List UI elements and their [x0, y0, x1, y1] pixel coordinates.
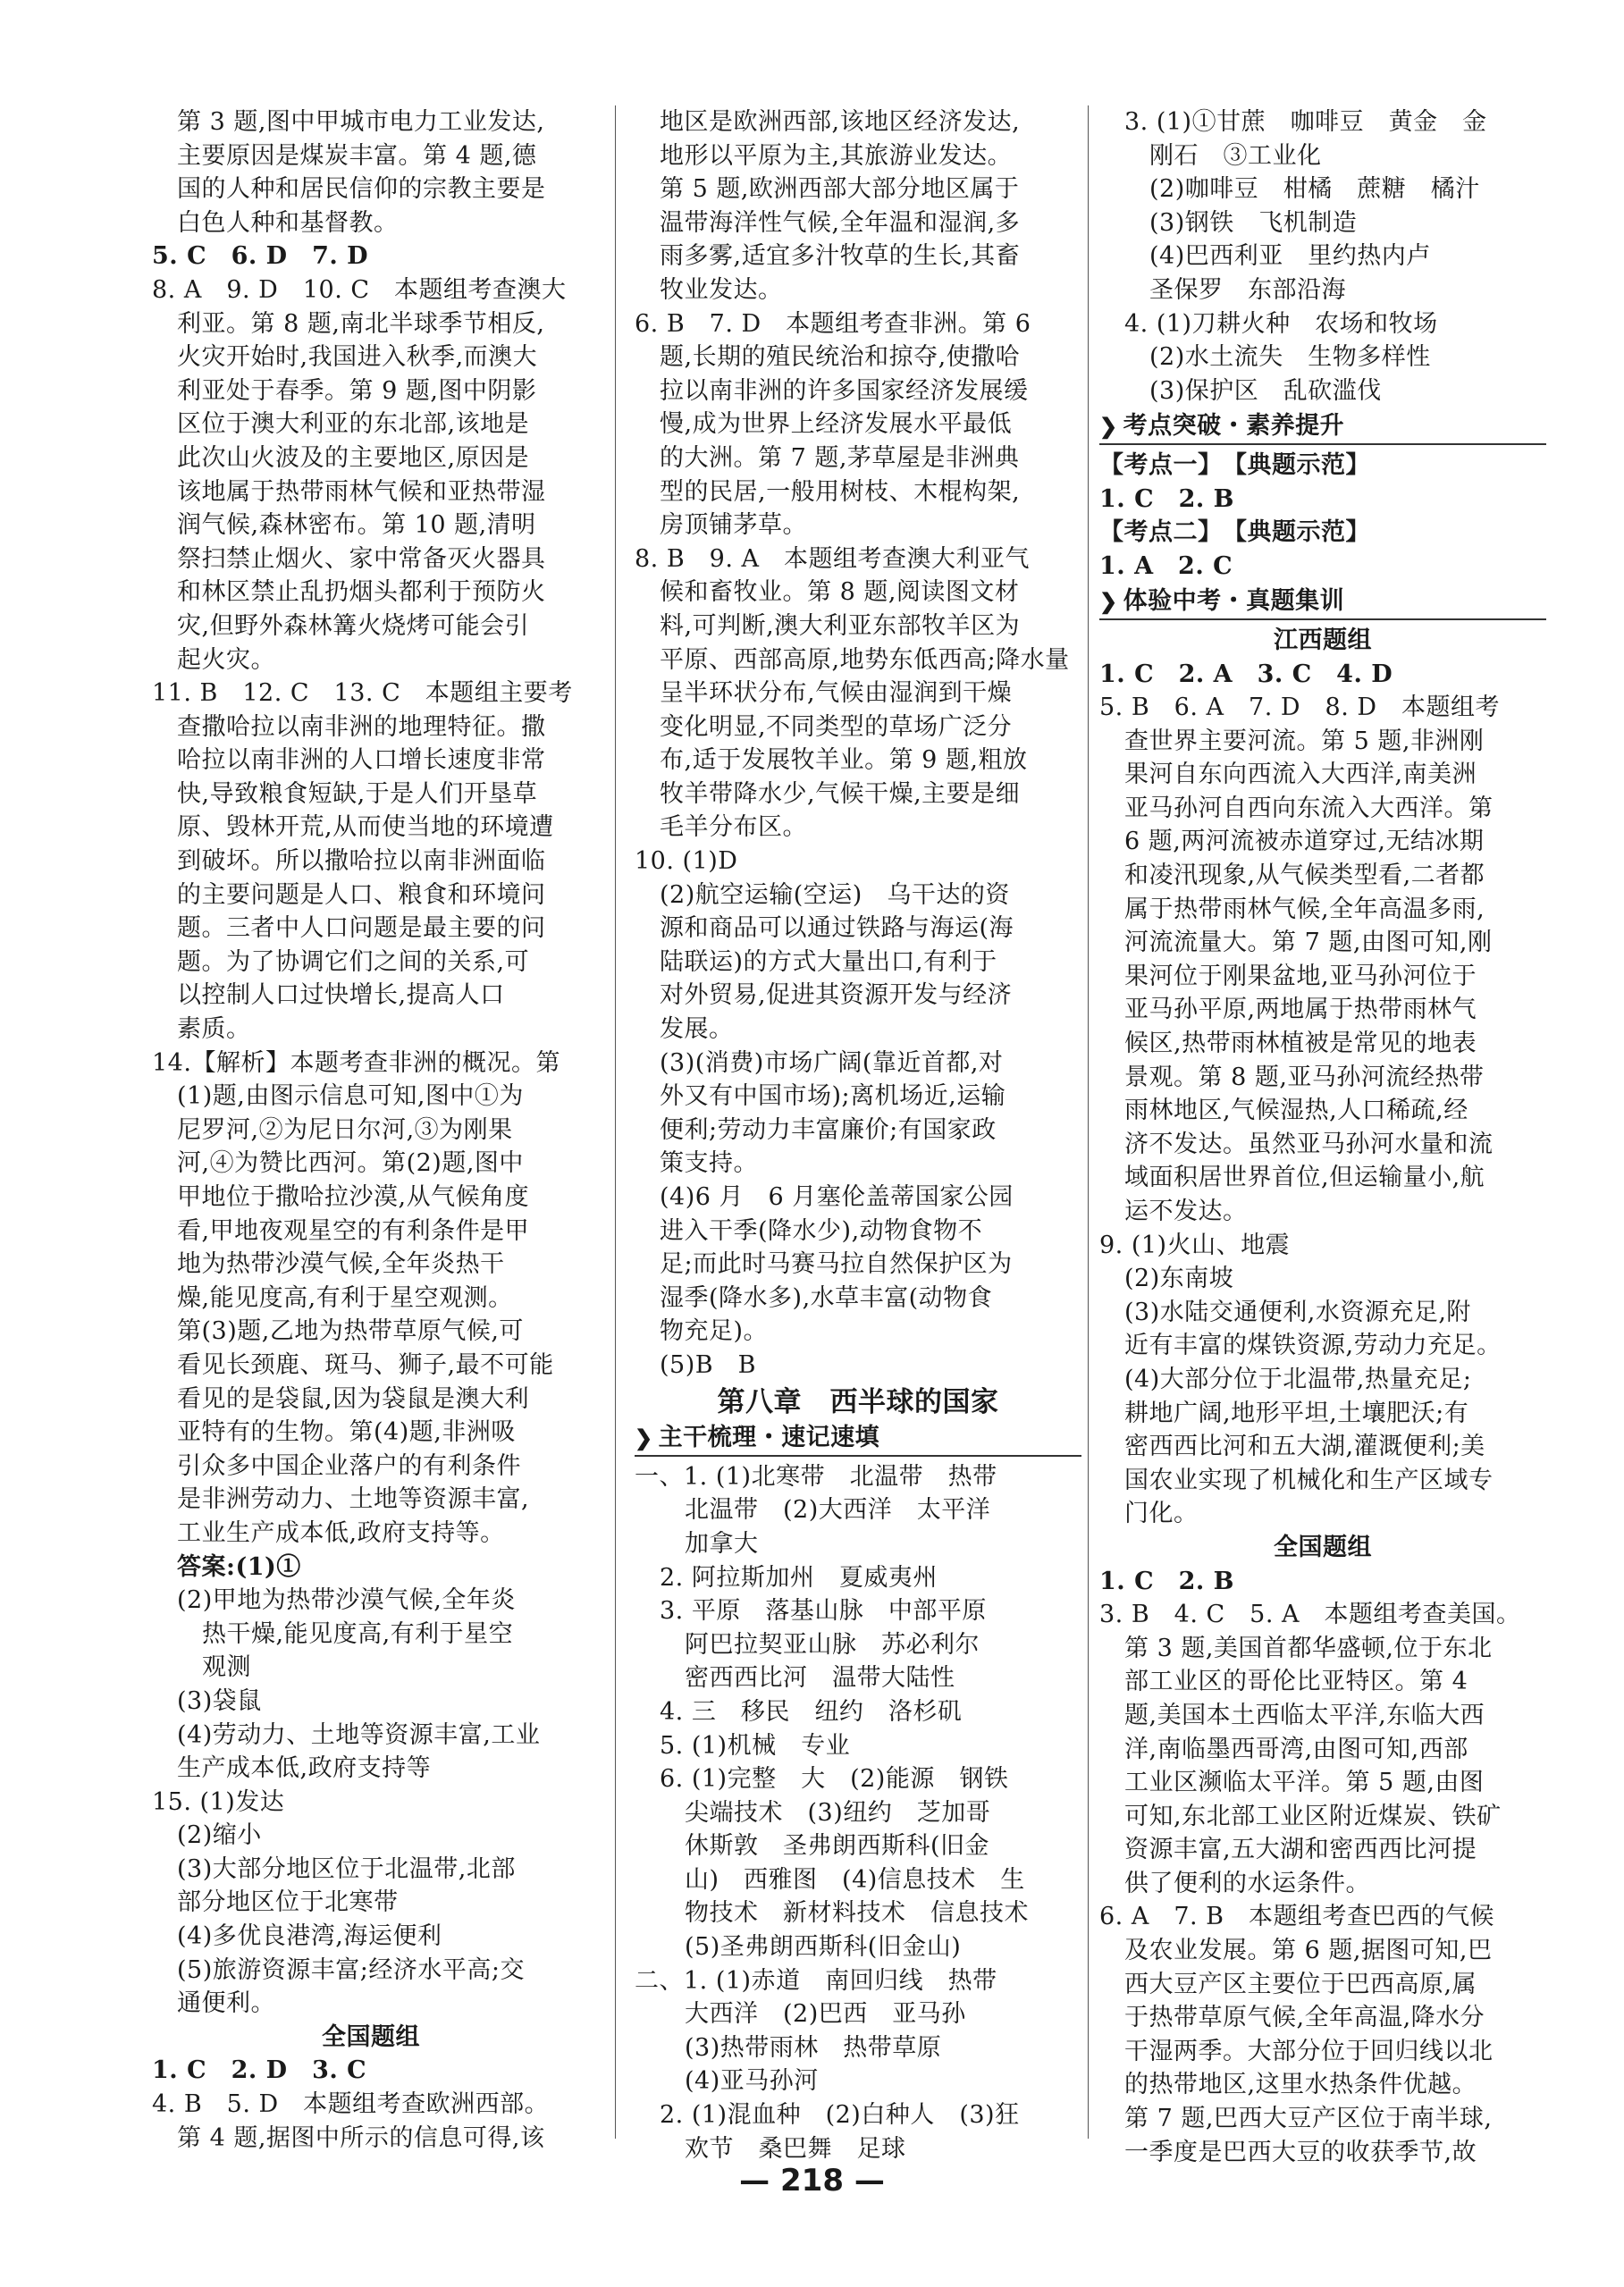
double-chevron-icon: ❯: [1099, 588, 1118, 615]
column-3: [1099, 105, 1546, 2169]
text-line: 耕地广阔,地形平坦,土壤肥沃;有: [1124, 1399, 1469, 1427]
text-line: 地为热带沙漠气候,全年炎热干: [177, 1250, 505, 1279]
text-line: (4)大部分位于北温带,热量充足;: [1124, 1365, 1472, 1393]
text-line: 亚马孙河自西向东流入大西洋。第: [1124, 794, 1494, 822]
text-line: (3)(消费)市场广阔(靠近首都,对: [660, 1048, 1004, 1077]
text-line: (4)巴西利亚 里约热内卢: [1149, 242, 1431, 271]
answer-line: 5. C 6. D 7. D: [152, 242, 369, 271]
text-line: 外又有中国市场);离机场近,运输: [660, 1082, 1006, 1111]
text-line: 尖端技术 (3)纽约 芝加哥: [685, 1798, 991, 1827]
text-line: (2)东南坡: [1124, 1265, 1234, 1293]
text-line: 一、1. (1)北寒带 北温带 热带: [635, 1462, 997, 1491]
text-line: 生产成本低,政府支持等: [177, 1754, 432, 1783]
text-line: 3. (1)①甘蔗 咖啡豆 黄金 金: [1124, 108, 1487, 136]
text-line: 第 3 题,图中甲城市电力工业发达,: [177, 108, 545, 136]
text-line: 湿季(降水多),水草丰富(动物食: [660, 1283, 993, 1312]
text-line: 的主要问题是人口、粮食和环境问: [177, 880, 546, 909]
answer-line: 1. C 2. A 3. C 4. D: [1099, 660, 1393, 688]
answer-line: 3. B 4. C 5. A 本题组考查美国。: [1099, 1601, 1521, 1629]
text-line: 亚马孙平原,两地属于热带雨林气: [1124, 996, 1477, 1024]
text-line: 2. (1)混血种 (2)白种人 (3)狂: [660, 2101, 1020, 2130]
section-header: [1099, 409, 1546, 445]
text-line: (5)圣弗朗西斯科(旧金山): [685, 1933, 962, 1962]
text-line: 题,美国本土西临太平洋,东临大西: [1124, 1701, 1485, 1729]
answer-line: 6. B 7. D 本题组考查非洲。第 6: [635, 309, 1031, 338]
text-line: (1)题,由图示信息可知,图中①为: [177, 1082, 524, 1111]
text-line: 大西洋 (2)巴西 亚马孙: [685, 2000, 966, 2029]
text-line: 欢节 桑巴舞 足球: [685, 2134, 906, 2163]
text-line: 是非洲劳动力、土地等资源丰富,: [177, 1485, 530, 1514]
text-line: 和凌汛现象,从气候类型看,二者都: [1124, 862, 1485, 890]
answer-line: 6. A 7. B 本题组考查巴西的气候: [1099, 1903, 1495, 1931]
section-header: [1099, 584, 1546, 620]
text-line: 西大豆产区主要位于巴西高原,属: [1124, 1970, 1477, 1998]
text-line: 呈半环状分布,气候由湿润到干燥: [660, 679, 1013, 708]
text-line: (3)袋鼠: [177, 1686, 262, 1715]
text-line: 6. (1)完整 大 (2)能源 钢铁: [660, 1765, 1009, 1794]
text-line: 白色人种和基督教。: [177, 208, 399, 237]
subsection-label: 【考点二】 【典题示范】: [1099, 518, 1370, 547]
text-line: 观测: [202, 1653, 251, 1682]
text-line: 景观。第 8 题,亚马孙河流经热带: [1124, 1063, 1485, 1091]
answer-line: 11. B 12. C 13. C 本题组主要考: [152, 679, 573, 708]
text-line: 哈拉以南非洲的人口增长速度非常: [177, 746, 546, 775]
text-line: 加拿大: [685, 1529, 759, 1558]
text-line: 引众多中国企业落户的有利条件: [177, 1451, 521, 1480]
text-line: 发展。: [660, 1015, 734, 1044]
text-line: 通便利。: [177, 1989, 275, 2018]
text-line: (2)水土流失 生物多样性: [1149, 343, 1431, 372]
text-line: 二、1. (1)赤道 南回归线 热带: [635, 1966, 997, 1995]
text-line: 尼罗河,②为尼日尔河,③为刚果: [177, 1115, 513, 1144]
text-line: 查撒哈拉以南非洲的地理特征。撒: [177, 712, 546, 741]
text-line: 圣保罗 东部沿海: [1149, 275, 1346, 304]
text-line: (4)亚马孙河: [685, 2067, 819, 2096]
text-line: 门化。: [1124, 1500, 1199, 1528]
text-line: 对外贸易,促进其资源开发与经济: [660, 981, 1013, 1010]
text-line: 4. (1)刀耕火种 农场和牧场: [1124, 309, 1438, 338]
text-line: 第 5 题,欧洲西部大部分地区属于: [660, 175, 1020, 204]
text-line: 地区是欧洲西部,该地区经济发达,: [660, 108, 1021, 136]
text-line: 供了便利的水运条件。: [1124, 1869, 1370, 1897]
text-line: 近有丰富的煤铁资源,劳动力充足。: [1124, 1332, 1502, 1360]
text-line: 山) 西雅图 (4)信息技术 生: [685, 1865, 1025, 1894]
text-line: 部工业区的哥伦比亚特区。第 4: [1124, 1668, 1468, 1696]
text-line: 足;而此时马赛马拉自然保护区为: [660, 1250, 1013, 1279]
text-line: 第 4 题,据图中所示的信息可得,该: [177, 2123, 545, 2152]
text-line: 主要原因是煤炭丰富。第 4 题,德: [177, 141, 537, 170]
text-line: (3)水陆交通便利,水资源充足,附: [1124, 1298, 1471, 1326]
section-title: 主干梳理・速记速填: [658, 1424, 880, 1452]
text-line: 第(3)题,乙地为热带草原气候,可: [177, 1317, 524, 1346]
text-line: 6 题,两河流被赤道穿过,无结冰期: [1124, 828, 1485, 856]
answer-line: 1. C 2. D 3. C: [152, 2056, 367, 2085]
text-line: 2. 阿拉斯加州 夏威夷州: [660, 1563, 938, 1592]
text-line: 快,导致粮食短缺,于是人们开垦草: [177, 779, 538, 808]
chapter-title: 第八章 西半球的国家: [717, 1385, 999, 1418]
section-title: 体验中考・真题集训: [1123, 587, 1345, 616]
text-line: 运不发达。: [1124, 1198, 1248, 1225]
text-line: 以控制人口过快增长,提高人口: [177, 981, 505, 1010]
text-line: 陆联运)的方式大量出口,有利于: [660, 947, 997, 976]
answer-line: 8. A 9. D 10. C 本题组考查澳大: [152, 275, 567, 304]
text-line: 看见长颈鹿、斑马、狮子,最不可能: [177, 1350, 554, 1379]
text-line: 的热带地区,这里水热条件优越。: [1124, 2071, 1477, 2099]
text-line: 物充足)。: [660, 1317, 769, 1346]
text-line: 物技术 新材料技术 信息技术: [685, 1899, 1029, 1928]
column-divider-2: [1088, 105, 1089, 2139]
text-line: 看,甲地夜观星空的有利条件是甲: [177, 1216, 530, 1245]
text-line: 区位于澳大利亚的东北部,该地是: [177, 410, 530, 439]
text-line: 果河位于刚果盆地,亚马孙河位于: [1124, 962, 1477, 990]
text-line: (2)咖啡豆 柑橘 蔗糖 橘汁: [1149, 175, 1480, 204]
text-line: 雨多雾,适宜多汁牧草的生长,其畜: [660, 242, 1021, 271]
text-line: 北温带 (2)大西洋 太平洋: [685, 1496, 991, 1525]
text-line: 房顶铺茅草。: [660, 511, 807, 540]
text-line: 火灾开始时,我国进入秋季,而澳大: [177, 343, 538, 372]
text-line: 国农业实现了机械化和生产区域专: [1124, 1466, 1494, 1494]
answer-line: 15. (1)发达: [152, 1787, 285, 1816]
section-header: [635, 1421, 1081, 1457]
group-heading: 江西题组: [1274, 626, 1372, 654]
text-line: 布,适于发展牧羊业。第 9 题,粗放: [660, 746, 1028, 775]
subsection-label: 【考点一】 【典题示范】: [1099, 450, 1370, 479]
group-heading: 全国题组: [1274, 1533, 1372, 1561]
text-line: 密西西比河 温带大陆性: [685, 1664, 955, 1693]
answer-line: 8. B 9. A 本题组考查澳大利亚气: [635, 544, 1031, 573]
answer-line: 10. (1)D: [635, 847, 738, 876]
answer-label: 答案:(1)①: [177, 1552, 301, 1581]
text-line: 候区,热带雨林植被是常见的地表: [1124, 1030, 1477, 1058]
page-number: — 218 —: [739, 2163, 885, 2199]
text-line: (4)劳动力、土地等资源丰富,工业: [177, 1720, 541, 1749]
text-line: 热干燥,能见度高,有利于星空: [202, 1619, 514, 1648]
text-line: 济不发达。虽然亚马孙河水量和流: [1124, 1130, 1494, 1158]
text-line: 题,长期的殖民统治和掠夺,使撒哈: [660, 343, 1021, 372]
text-line: 国的人种和居民信仰的宗教主要是: [177, 175, 546, 204]
text-line: 源和商品可以通过铁路与海运(海: [660, 914, 1014, 943]
text-line: 牧业发达。: [660, 275, 783, 304]
answer-line: 1. C 2. B: [1099, 1567, 1234, 1595]
text-line: 河,④为赞比西河。第(2)题,图中: [177, 1149, 524, 1178]
text-line: 5. (1)机械 专业: [660, 1731, 851, 1760]
text-line: 平原、西部高原,地势东低西高;降水量: [660, 645, 1070, 674]
double-chevron-icon: ❯: [635, 1425, 653, 1451]
text-line: 查世界主要河流。第 5 题,非洲刚: [1124, 727, 1485, 755]
text-line: 料,可判断,澳大利亚东部牧羊区为: [660, 611, 1021, 640]
column-divider-1: [615, 105, 616, 2139]
text-line: 甲地位于撒哈拉沙漠,从气候角度: [177, 1183, 530, 1211]
answer-line: 5. B 6. A 7. D 8. D 本题组考: [1099, 694, 1501, 722]
text-line: 亚特有的生物。第(4)题,非洲吸: [177, 1418, 516, 1447]
text-line: 型的民居,一般用树枝、木棍构架,: [660, 477, 1021, 506]
text-line: 牧羊带降水少,气候干燥,主要是细: [660, 779, 1021, 808]
text-line: 进入干季(降水少),动物食物不: [660, 1216, 983, 1245]
text-line: (3)保护区 乱砍滥伐: [1149, 376, 1382, 405]
text-line: 和林区禁止乱扔烟头都利于预防火: [177, 578, 546, 607]
text-line: 的大洲。第 7 题,茅草屋是非洲典: [660, 443, 1020, 472]
text-line: 地形以平原为主,其旅游业发达。: [660, 141, 1013, 170]
text-line: 洋,南临墨西哥湾,由图可知,西部: [1124, 1735, 1468, 1763]
text-line: 题。为了协调它们之间的关系,可: [177, 947, 530, 976]
text-line: 到破坏。所以撒哈拉以南非洲面临: [177, 847, 546, 876]
text-line: (2)航空运输(空运) 乌干达的资: [660, 880, 1010, 909]
text-line: 拉以南非洲的许多国家经济发展缓: [660, 376, 1029, 405]
text-line: 休斯敦 圣弗朗西斯科(旧金: [685, 1832, 990, 1861]
text-line: 祭扫禁止烟火、家中常备灭火器具: [177, 544, 546, 573]
text-line: 工业生产成本低,政府支持等。: [177, 1518, 505, 1547]
column-1: [152, 105, 590, 2155]
text-line: (3)大部分地区位于北温带,北部: [177, 1854, 516, 1883]
text-line: 毛羊分布区。: [660, 813, 807, 842]
text-line: 起火灾。: [177, 645, 275, 674]
text-line: 变化明显,不同类型的草场广泛分: [660, 712, 1013, 741]
text-line: (4)多优良港湾,海运便利: [177, 1922, 442, 1951]
text-line: 原、毁林开荒,从而使当地的环境遭: [177, 813, 554, 842]
text-line: 该地属于热带雨林气候和亚热带湿: [177, 477, 546, 506]
text-line: 阿巴拉契亚山脉 苏必利尔: [685, 1630, 980, 1659]
text-line: 属于热带雨林气候,全年高温多雨,: [1124, 895, 1485, 923]
text-line: 题。三者中人口问题是最主要的问: [177, 914, 546, 943]
text-line: 第 7 题,巴西大豆产区位于南半球,: [1124, 2105, 1493, 2133]
text-line: 刚石 ③工业化: [1149, 141, 1322, 170]
text-line: 利亚。第 8 题,南北半球季节相反,: [177, 309, 545, 338]
text-line: 此次山火波及的主要地区,原因是: [177, 443, 530, 472]
text-line: 密西西比河和五大湖,灌溉便利;美: [1124, 1433, 1485, 1461]
text-line: 果河自东向西流入大西洋,南美洲: [1124, 761, 1477, 789]
text-line: 候和畜牧业。第 8 题,阅读图文材: [660, 578, 1020, 607]
text-line: 便利;劳动力丰富廉价;有国家政: [660, 1115, 997, 1144]
text-line: 4. 三 移民 纽约 洛杉矶: [660, 1697, 963, 1726]
text-line: (5)B B: [660, 1350, 756, 1379]
text-line: 温带海洋性气候,全年温和湿润,多: [660, 208, 1021, 237]
text-line: (3)钢铁 飞机制造: [1149, 208, 1358, 237]
text-line: 部分地区位于北寒带: [177, 1888, 399, 1917]
answer-line: 4. B 5. D 本题组考查欧洲西部。: [152, 2090, 550, 2119]
text-line: 可知,东北部工业区附近煤炭、铁矿: [1124, 1802, 1502, 1830]
text-line: 一季度是巴西大豆的收获季节,故: [1124, 2138, 1477, 2166]
group-heading: 全国题组: [322, 2022, 420, 2051]
text-line: 工业区濒临太平洋。第 5 题,由图: [1124, 1769, 1485, 1797]
text-line: 利亚处于春季。第 9 题,图中阴影: [177, 376, 537, 405]
text-line: 河流流量大。第 7 题,由图可知,刚: [1124, 929, 1493, 957]
text-line: (2)甲地为热带沙漠气候,全年炎: [177, 1586, 516, 1615]
answer-line: 14.【解析】本题考查非洲的概况。第: [152, 1048, 560, 1077]
text-line: 雨林地区,气候湿热,人口稀疏,经: [1124, 1097, 1468, 1125]
text-line: 第 3 题,美国首都华盛顿,位于东北: [1124, 1634, 1493, 1662]
text-line: 3. 平原 落基山脉 中部平原: [660, 1597, 987, 1626]
text-line: 润气候,森林密布。第 10 题,清明: [177, 511, 536, 540]
text-line: 看见的是袋鼠,因为袋鼠是澳大利: [177, 1384, 530, 1413]
text-line: (5)旅游资源丰富;经济水平高;交: [177, 1955, 525, 1984]
text-line: 慢,成为世界上经济发展水平最低: [660, 410, 1013, 439]
text-line: 资源丰富,五大湖和密西西比河提: [1124, 1836, 1477, 1864]
text-line: 及农业发展。第 6 题,据图可知,巴: [1124, 1937, 1493, 1965]
answer-line: 1. A 2. C: [1099, 551, 1233, 580]
text-line: 于热带草原气候,全年高温,降水分: [1124, 2004, 1485, 2032]
text-line: (3)热带雨林 热带草原: [685, 2033, 942, 2062]
text-line: 干湿两季。大部分位于回归线以北: [1124, 2037, 1494, 2065]
text-line: (4)6 月 6 月塞伦盖蒂国家公园: [660, 1183, 1014, 1211]
column-2: [635, 105, 1081, 2165]
text-line: 域面积居世界首位,但运输量小,航: [1124, 1164, 1485, 1192]
text-line: 灾,但野外森林篝火烧烤可能会引: [177, 611, 530, 640]
text-line: (2)缩小: [177, 1821, 262, 1850]
answer-line: 1. C 2. B: [1099, 484, 1234, 513]
answer-line: 9. (1)火山、地震: [1099, 1231, 1291, 1259]
text-line: 燥,能见度高,有利于星空观测。: [177, 1283, 513, 1312]
text-line: 策支持。: [660, 1149, 758, 1178]
double-chevron-icon: ❯: [1099, 413, 1118, 440]
section-title: 考点突破・素养提升: [1123, 412, 1345, 441]
text-line: 素质。: [177, 1015, 251, 1044]
